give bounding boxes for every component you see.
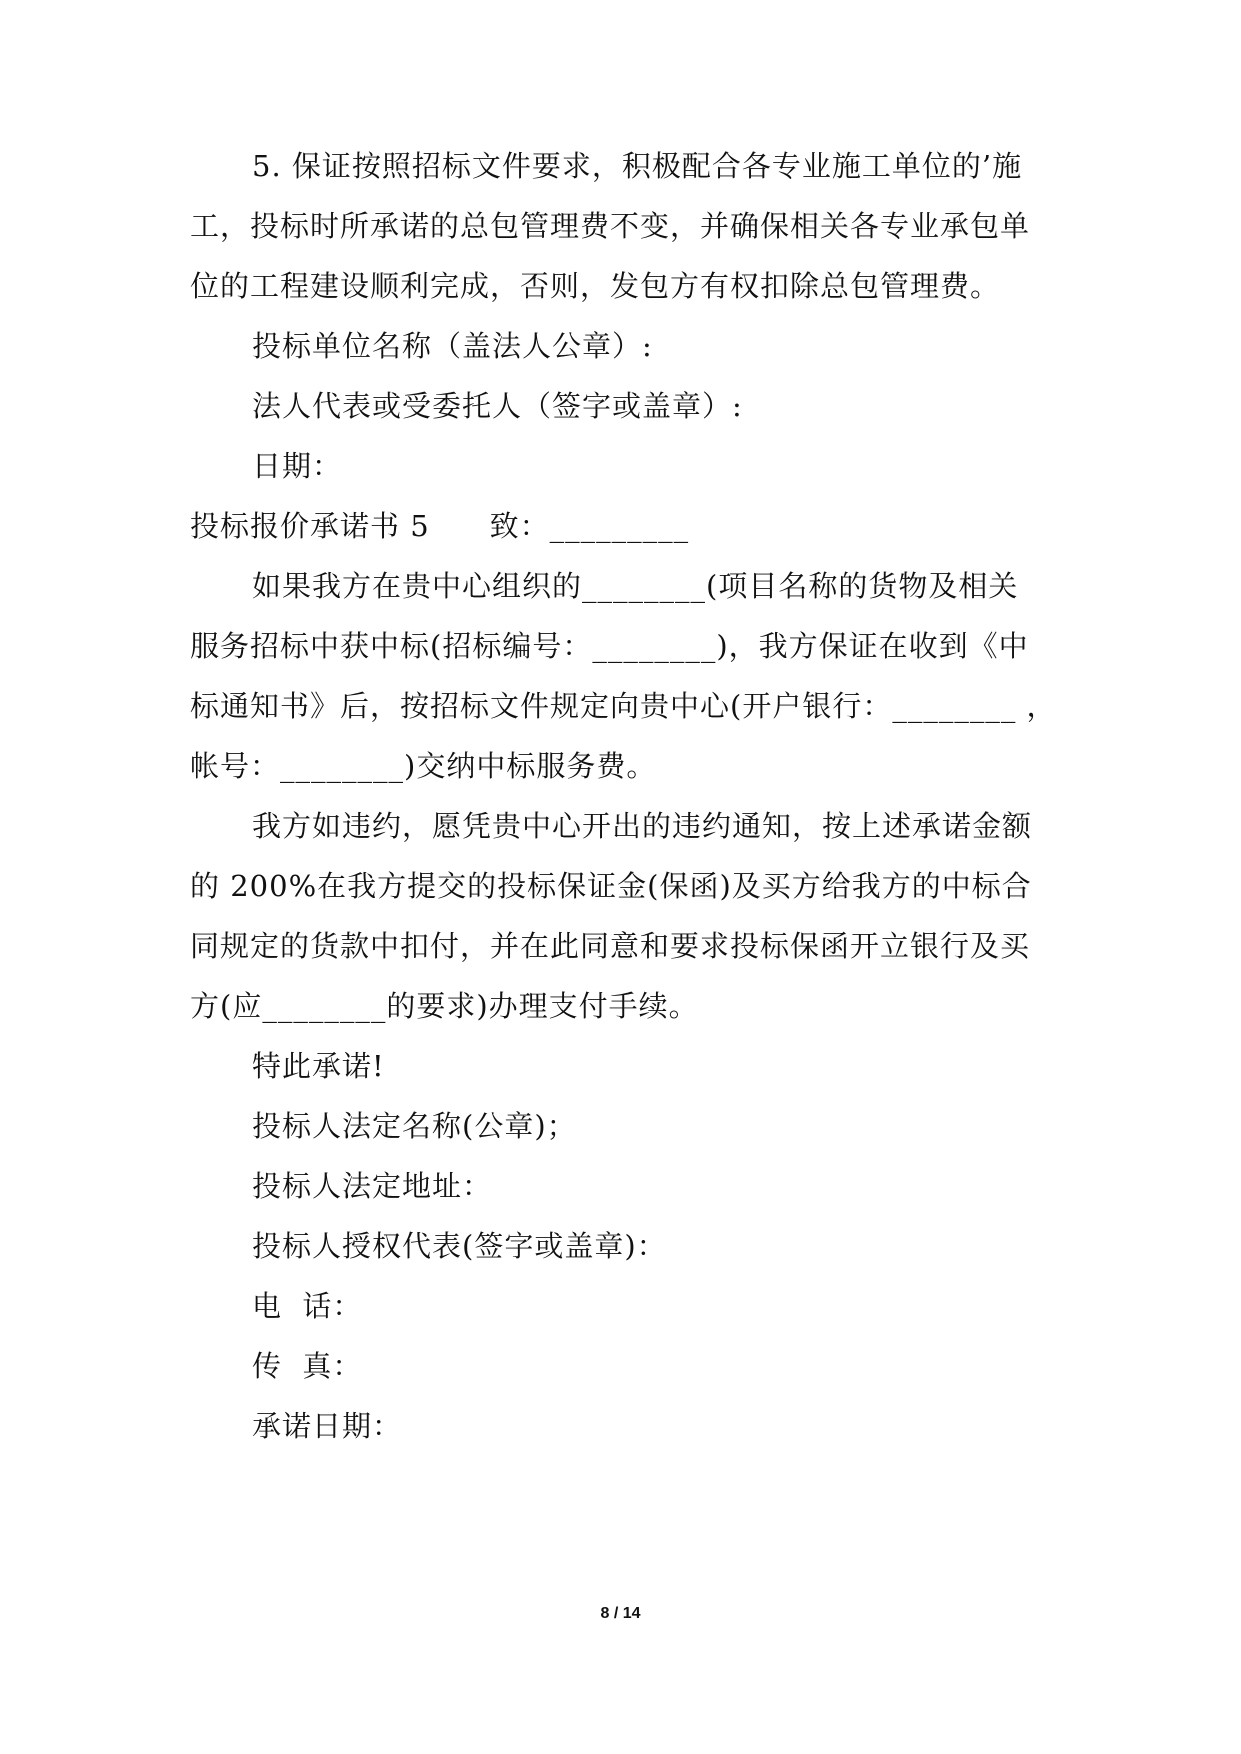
paragraph-line: 我方如违约，愿凭贵中心开出的违约通知，按上述承诺金额 <box>252 809 1033 843</box>
paragraph-line: 位的工程建设顺利完成，否则，发包方有权扣除总包管理费。 <box>190 269 1001 303</box>
paragraph-line: 同规定的货款中扣付，并在此同意和要求投标保函开立银行及买 <box>190 929 1031 963</box>
paragraph-line: 投标人法定名称(公章)； <box>252 1109 577 1143</box>
paragraph-line: 法人代表或受委托人（签字或盖章）: <box>252 389 743 423</box>
paragraph-line: 投标人授权代表(签字或盖章)： <box>252 1229 667 1263</box>
paragraph-line: 的 200%在我方提交的投标保证金(保函)及买方给我方的中标合 <box>190 869 1032 903</box>
paragraph-line: 投标人法定地址： <box>252 1169 493 1203</box>
paragraph-line: 如果我方在贵中心组织的________(项目名称的货物及相关 <box>252 569 1019 603</box>
page-number: 8 / 14 <box>600 1605 641 1622</box>
paragraph-line: 承诺日期： <box>252 1409 403 1443</box>
paragraph-line: 方(应________的要求)办理支付手续。 <box>190 989 699 1023</box>
paragraph-line: 标通知书》后，按招标文件规定向贵中心(开户银行：________ ， <box>190 689 1057 723</box>
paragraph-line: 传 真： <box>252 1349 363 1383</box>
paragraph-line: 5. 保证按照招标文件要求，积极配合各专业施工单位的’施 <box>252 149 1023 183</box>
section-heading: 投标报价承诺书 5 致：_________ <box>190 509 690 543</box>
paragraph-line: 投标单位名称（盖法人公章）: <box>252 329 653 363</box>
paragraph-line: 工，投标时所承诺的总包管理费不变，并确保相关各专业承包单 <box>190 209 1031 243</box>
paragraph-line: 日期： <box>252 449 343 483</box>
paragraph-line: 电 话： <box>252 1289 363 1323</box>
paragraph-line: 帐号：________)交纳中标服务费。 <box>190 749 657 783</box>
paragraph-line: 服务招标中获中标(招标编号：________)，我方保证在收到《中 <box>190 629 1029 663</box>
paragraph-line: 特此承诺! <box>252 1049 385 1083</box>
